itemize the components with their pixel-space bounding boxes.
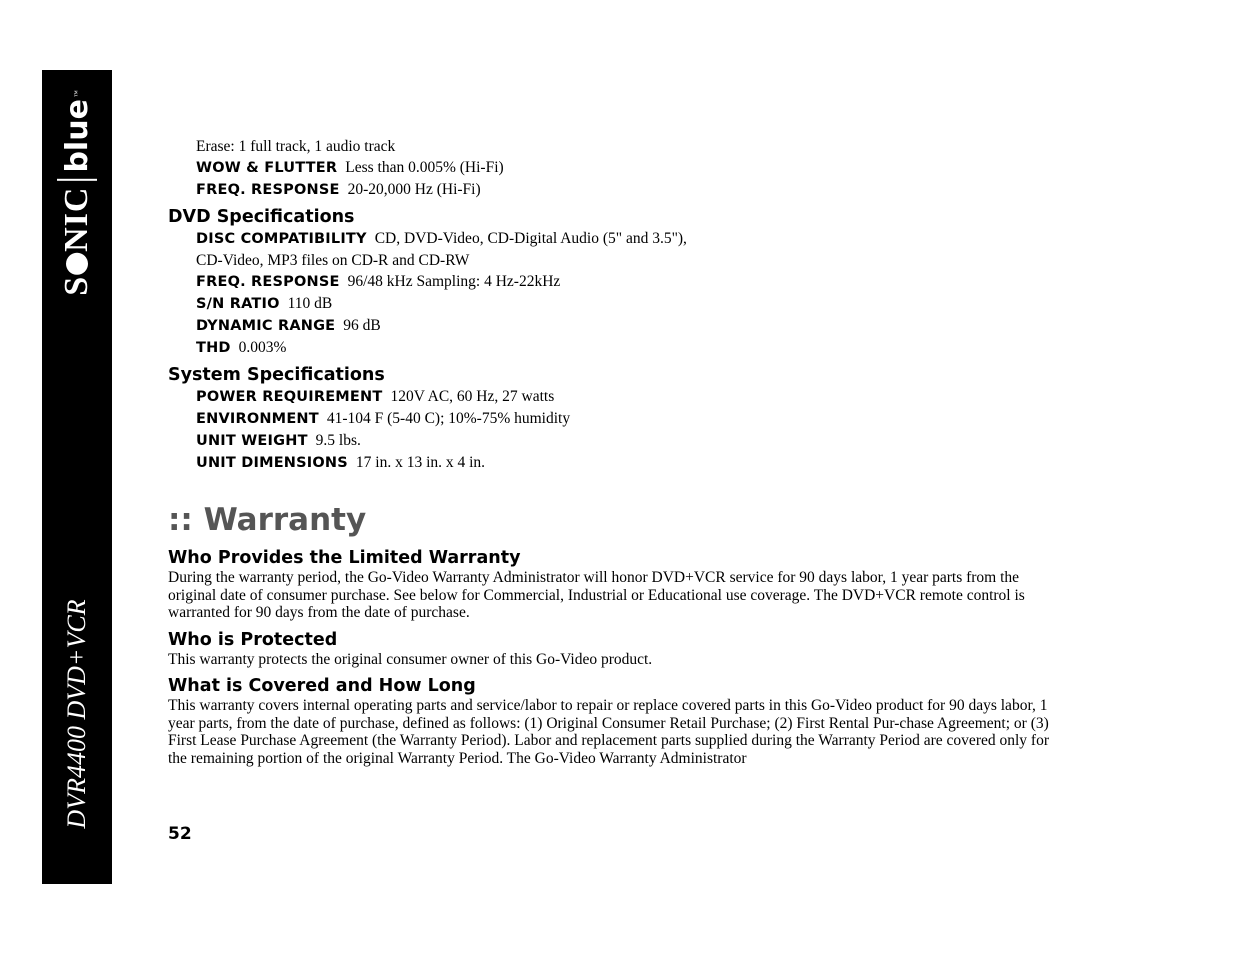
logo-divider — [57, 179, 97, 181]
spec-label: S/N RATIO — [196, 296, 280, 312]
spec-label: UNIT WEIGHT — [196, 433, 308, 449]
erase-spec: Erase: 1 full track, 1 audio track — [196, 138, 396, 155]
spec-row — [196, 179, 1068, 201]
page-number: 52 — [168, 824, 192, 844]
logo-sonic-start: S — [58, 275, 95, 296]
who-protected-heading: Who is Protected — [168, 629, 338, 650]
spec-label: THD — [196, 340, 231, 356]
system-specs-heading: System Specifications — [168, 365, 385, 385]
covered-heading: What is Covered and How Long — [168, 676, 476, 696]
spec-row — [196, 315, 1068, 337]
product-name: DVR4400 DVD+VCR — [62, 599, 91, 829]
warranty-title: :: Warranty — [168, 502, 367, 538]
spec-value: 110 dB — [287, 295, 333, 312]
dvd-specs-heading: DVD Specifications — [168, 207, 355, 227]
spec-row — [196, 408, 1068, 430]
spec-row — [196, 430, 1068, 452]
spec-value: 41-104 F (5-40 C); 10%-75% humidity — [326, 410, 571, 427]
spec-value: Less than 0.005% (Hi-Fi) — [345, 159, 504, 176]
logo-trademark: ™ — [73, 90, 81, 98]
spec-value: 120V AC, 60 Hz, 27 watts — [390, 388, 555, 405]
who-provides-text: During the warranty period, the Go-Video Warranty Administrator will honor DVD+VCR service for 90 days labor, 1 year parts from the original date of consumer purchase. See below for Commercial, Industrial or Educational use coverage. The DVD+VCR remote control is warranted for 90 days from the date of purchase. — [168, 569, 1025, 621]
covered-text: This warranty covers internal operating parts and service/labor to repair or replace covered parts in this Go-Video product for 90 days labor, 1 year parts, from the date of purchase, defined as follows: (1) Original Consumer Retail Purchase; (2) First Rental Pur-chase Agreement; or (3) First Lease Purchase Agreement (the Warranty Period). Labor and replacement parts supplied during the Warranty Period are covered only for the remaining portion of the original Warranty Period. The Go-Video Warranty Administrator — [168, 697, 1049, 767]
spec-label: UNIT DIMENSIONS — [196, 455, 348, 471]
sonicblue-logo — [57, 90, 97, 296]
spec-label: FREQ. RESPONSE — [196, 182, 340, 198]
spec-label: DISC COMPATIBILITY — [196, 231, 367, 247]
spec-label: FREQ. RESPONSE — [196, 274, 340, 290]
spec-value-continued: CD-Video, MP3 files on CD-R and CD-RW — [196, 252, 470, 269]
spec-value: CD, DVD-Video, CD-Digital Audio (5" and 3.5"), — [374, 230, 687, 247]
spec-row — [196, 386, 1068, 408]
spec-label: POWER REQUIREMENT — [196, 389, 383, 405]
spec-value: 0.003% — [238, 339, 287, 356]
who-protected-text: This warranty protects the original consumer owner of this Go-Video product. — [168, 650, 653, 668]
spec-value: 20-20,000 Hz (Hi-Fi) — [347, 181, 481, 198]
spec-label: DYNAMIC RANGE — [196, 318, 336, 334]
spec-row — [196, 293, 1068, 315]
logo-dot-icon — [66, 253, 88, 275]
spec-value: 9.5 lbs. — [315, 432, 361, 449]
who-provides-heading: Who Provides the Limited Warranty — [168, 548, 521, 568]
logo-blue: blue — [59, 99, 95, 173]
spec-row — [196, 157, 1068, 179]
spec-value: 96 dB — [343, 317, 381, 334]
spec-label: ENVIRONMENT — [196, 411, 319, 427]
spec-value: 17 in. x 13 in. x 4 in. — [355, 454, 486, 471]
spec-value: 96/48 kHz Sampling: 4 Hz-22kHz — [347, 273, 561, 290]
logo-sonic-end: NIC — [58, 186, 95, 252]
spec-row — [196, 228, 1068, 250]
spec-row — [196, 452, 1068, 474]
spec-row — [196, 337, 1068, 359]
page-content — [168, 136, 1068, 767]
spec-row — [196, 271, 1068, 293]
spec-label: WOW & FLUTTER — [196, 160, 338, 176]
